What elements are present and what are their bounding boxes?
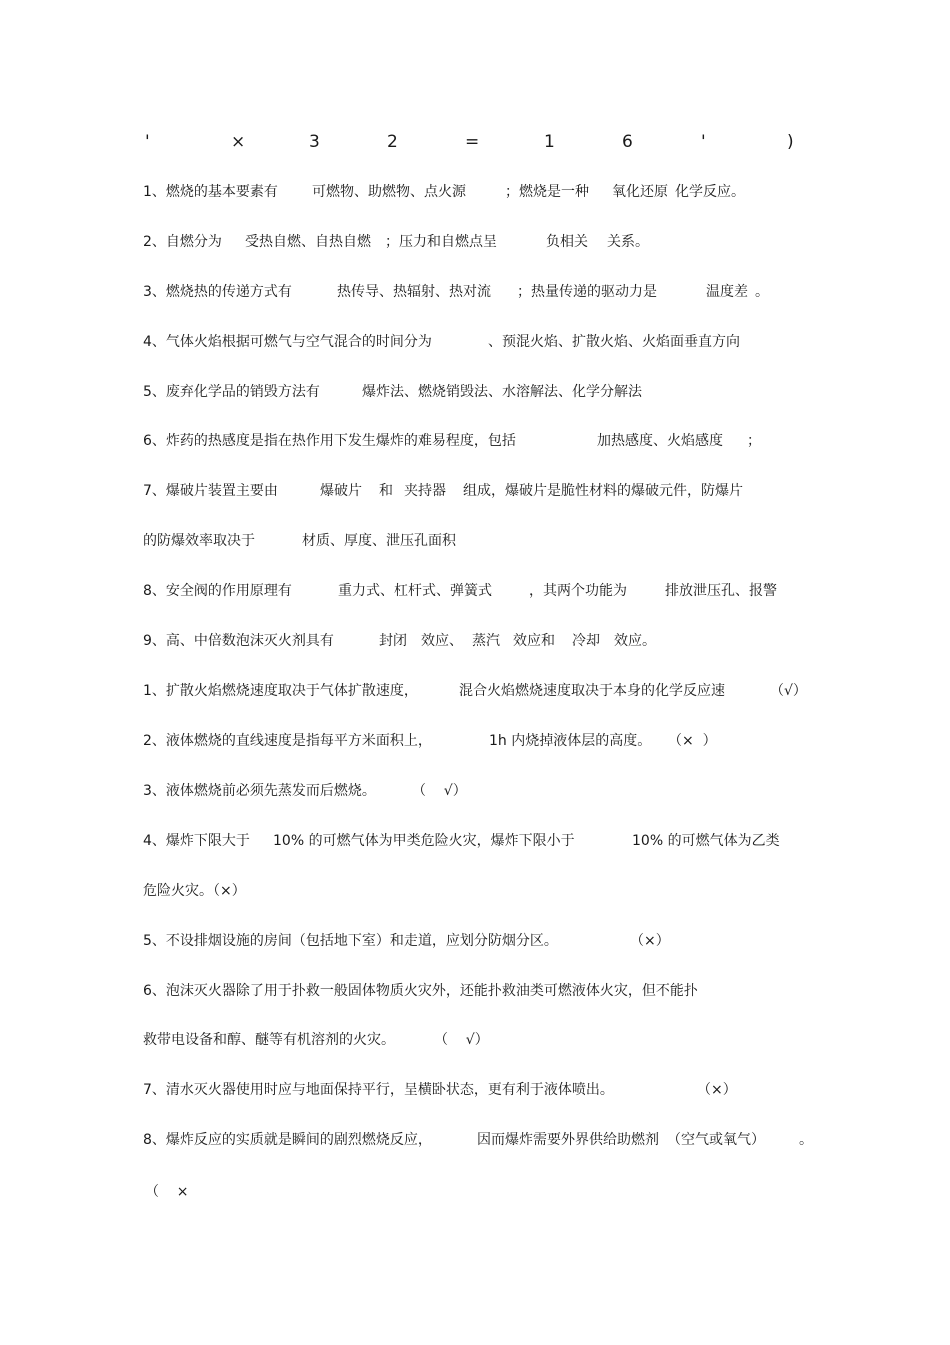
answer-mark: （ × — [145, 1184, 189, 1200]
answer-text: 温度差 — [706, 284, 748, 300]
answer-text: 氧化还原 — [612, 184, 668, 200]
true-false-item-5 — [0, 929, 950, 953]
header-token: ' — [701, 132, 706, 152]
statement-text: 10% 的可燃气体为乙类 — [632, 833, 780, 849]
answer-mark: （ √） — [412, 783, 467, 799]
statement-text: 救带电设备和醇、醚等有机溶剂的火灾。 — [143, 1032, 395, 1048]
answer-text: 重力式、杠杆式、弹簧式 — [338, 583, 492, 599]
answer-text: 可燃物、助燃物、点火源 — [312, 184, 466, 200]
answer-text: 、预混火焰、扩散火焰、火焰面垂直方向 — [488, 334, 740, 350]
answer-text: 受热自燃、自热自燃 — [245, 234, 371, 250]
fill-in-item-9 — [0, 629, 950, 653]
true-false-item-8-continued — [0, 1180, 950, 1204]
fill-in-item-5 — [0, 380, 950, 404]
question-text: ； — [747, 433, 761, 449]
answer-mark: （×） — [697, 1082, 737, 1098]
statement-text: 混合火焰燃烧速度取决于本身的化学反应速 — [459, 683, 725, 699]
fill-in-item-2 — [0, 230, 950, 254]
answer-text: 蒸汽 — [472, 633, 500, 649]
header-token: = — [465, 132, 480, 152]
statement-text: 7、清水灭火器使用时应与地面保持平行，呈横卧状态，更有利于液体喷出。 — [143, 1082, 614, 1098]
fill-in-item-4 — [0, 330, 950, 354]
statement-text: 危险火灾。（×） — [143, 883, 246, 899]
fill-in-item-1 — [0, 180, 950, 204]
true-false-item-8 — [0, 1128, 950, 1152]
question-text: 9、高、中倍数泡沫灭火剂具有 — [143, 633, 334, 649]
statement-text: 4、爆炸下限大于 — [143, 833, 250, 849]
answer-text: 夹持器 — [404, 483, 446, 499]
statement-text: 5、不设排烟设施的房间（包括地下室）和走道，应划分防烟分区。 — [143, 933, 558, 949]
question-text: 效应。 — [614, 633, 656, 649]
fill-in-item-7 — [0, 479, 950, 503]
true-false-item-6 — [0, 979, 950, 1003]
answer-mark: （√） — [770, 683, 807, 699]
question-text: 。 — [755, 284, 769, 300]
answer-text: 冷却 — [572, 633, 600, 649]
true-false-item-4 — [0, 829, 950, 853]
answer-mark: （×） — [630, 933, 670, 949]
question-text: ；燃烧是一种 — [505, 184, 589, 200]
header-row — [0, 130, 950, 154]
question-text: ，其两个功能为 — [529, 583, 627, 599]
question-text: 7、爆破片装置主要由 — [143, 483, 278, 499]
answer-text: 负相关 — [546, 234, 588, 250]
true-false-item-6-continued — [0, 1028, 950, 1052]
statement-text: 10% 的可燃气体为甲类危险火灾，爆炸下限小于 — [273, 833, 575, 849]
statement-text: 因而爆炸需要外界供给助燃剂 — [477, 1132, 659, 1148]
question-text: 5、废弃化学品的销毁方法有 — [143, 384, 320, 400]
question-text: 1、燃烧的基本要素有 — [143, 184, 278, 200]
statement-text: 1、扩散火焰燃烧速度取决于气体扩散速度， — [143, 683, 418, 699]
header-token: 1 — [544, 132, 555, 152]
question-text: 关系。 — [607, 234, 649, 250]
answer-text: 材质、厚度、泄压孔面积 — [302, 533, 456, 549]
statement-text: （空气或氧气） — [667, 1132, 765, 1148]
question-text: ；热量传递的驱动力是 — [517, 284, 657, 300]
header-token: 6 — [622, 132, 633, 152]
answer-text: 热传导、热辐射、热对流 — [337, 284, 491, 300]
header-token: 2 — [387, 132, 398, 152]
header-token: 3 — [309, 132, 320, 152]
question-text: 化学反应。 — [675, 184, 745, 200]
question-text: 4、气体火焰根据可燃气与空气混合的时间分为 — [143, 334, 432, 350]
fill-in-item-3 — [0, 280, 950, 304]
fill-in-item-8 — [0, 579, 950, 603]
answer-text: 排放泄压孔、报警 — [665, 583, 777, 599]
statement-text: 。 — [799, 1132, 813, 1148]
question-text: 效应和 — [513, 633, 555, 649]
statement-text: 2、液体燃烧的直线速度是指每平方米面积上， — [143, 733, 432, 749]
true-false-item-4-continued — [0, 879, 950, 903]
statement-text: 6、泡沫灭火器除了用于扑救一般固体物质火灾外，还能扑救油类可燃液体火灾，但不能扑 — [143, 983, 698, 999]
statement-text: 1h 内烧掉液体层的高度。 — [489, 733, 652, 749]
question-text: ；压力和自燃点呈 — [385, 234, 497, 250]
header-token: ' — [145, 132, 150, 152]
answer-text: 封闭 — [379, 633, 407, 649]
question-text: 3、燃烧热的传递方式有 — [143, 284, 292, 300]
statement-text: 3、液体燃烧前必须先蒸发而后燃烧。 — [143, 783, 376, 799]
statement-text: 8、爆炸反应的实质就是瞬间的剧烈燃烧反应， — [143, 1132, 432, 1148]
answer-text: 加热感度、火焰感度 — [597, 433, 723, 449]
true-false-item-3 — [0, 779, 950, 803]
question-text: 组成，爆破片是脆性材料的爆破元件，防爆片 — [463, 483, 743, 499]
question-text: 的防爆效率取决于 — [143, 533, 255, 549]
answer-mark: （ √） — [434, 1032, 489, 1048]
question-text: 6、炸药的热感度是指在热作用下发生爆炸的难易程度，包括 — [143, 433, 516, 449]
header-token: × — [231, 132, 246, 152]
answer-text: 爆破片 — [320, 483, 362, 499]
header-token: ) — [787, 132, 794, 152]
question-text: 和 — [379, 483, 393, 499]
true-false-item-7 — [0, 1078, 950, 1102]
true-false-item-2 — [0, 729, 950, 753]
true-false-item-1 — [0, 679, 950, 703]
answer-mark: （× ） — [668, 733, 717, 749]
answer-text: 爆炸法、燃烧销毁法、水溶解法、化学分解法 — [362, 384, 642, 400]
question-text: 8、安全阀的作用原理有 — [143, 583, 292, 599]
question-text: 效应、 — [421, 633, 463, 649]
question-text: 2、自燃分为 — [143, 234, 222, 250]
fill-in-item-6 — [0, 429, 950, 453]
fill-in-item-7-continued — [0, 529, 950, 553]
